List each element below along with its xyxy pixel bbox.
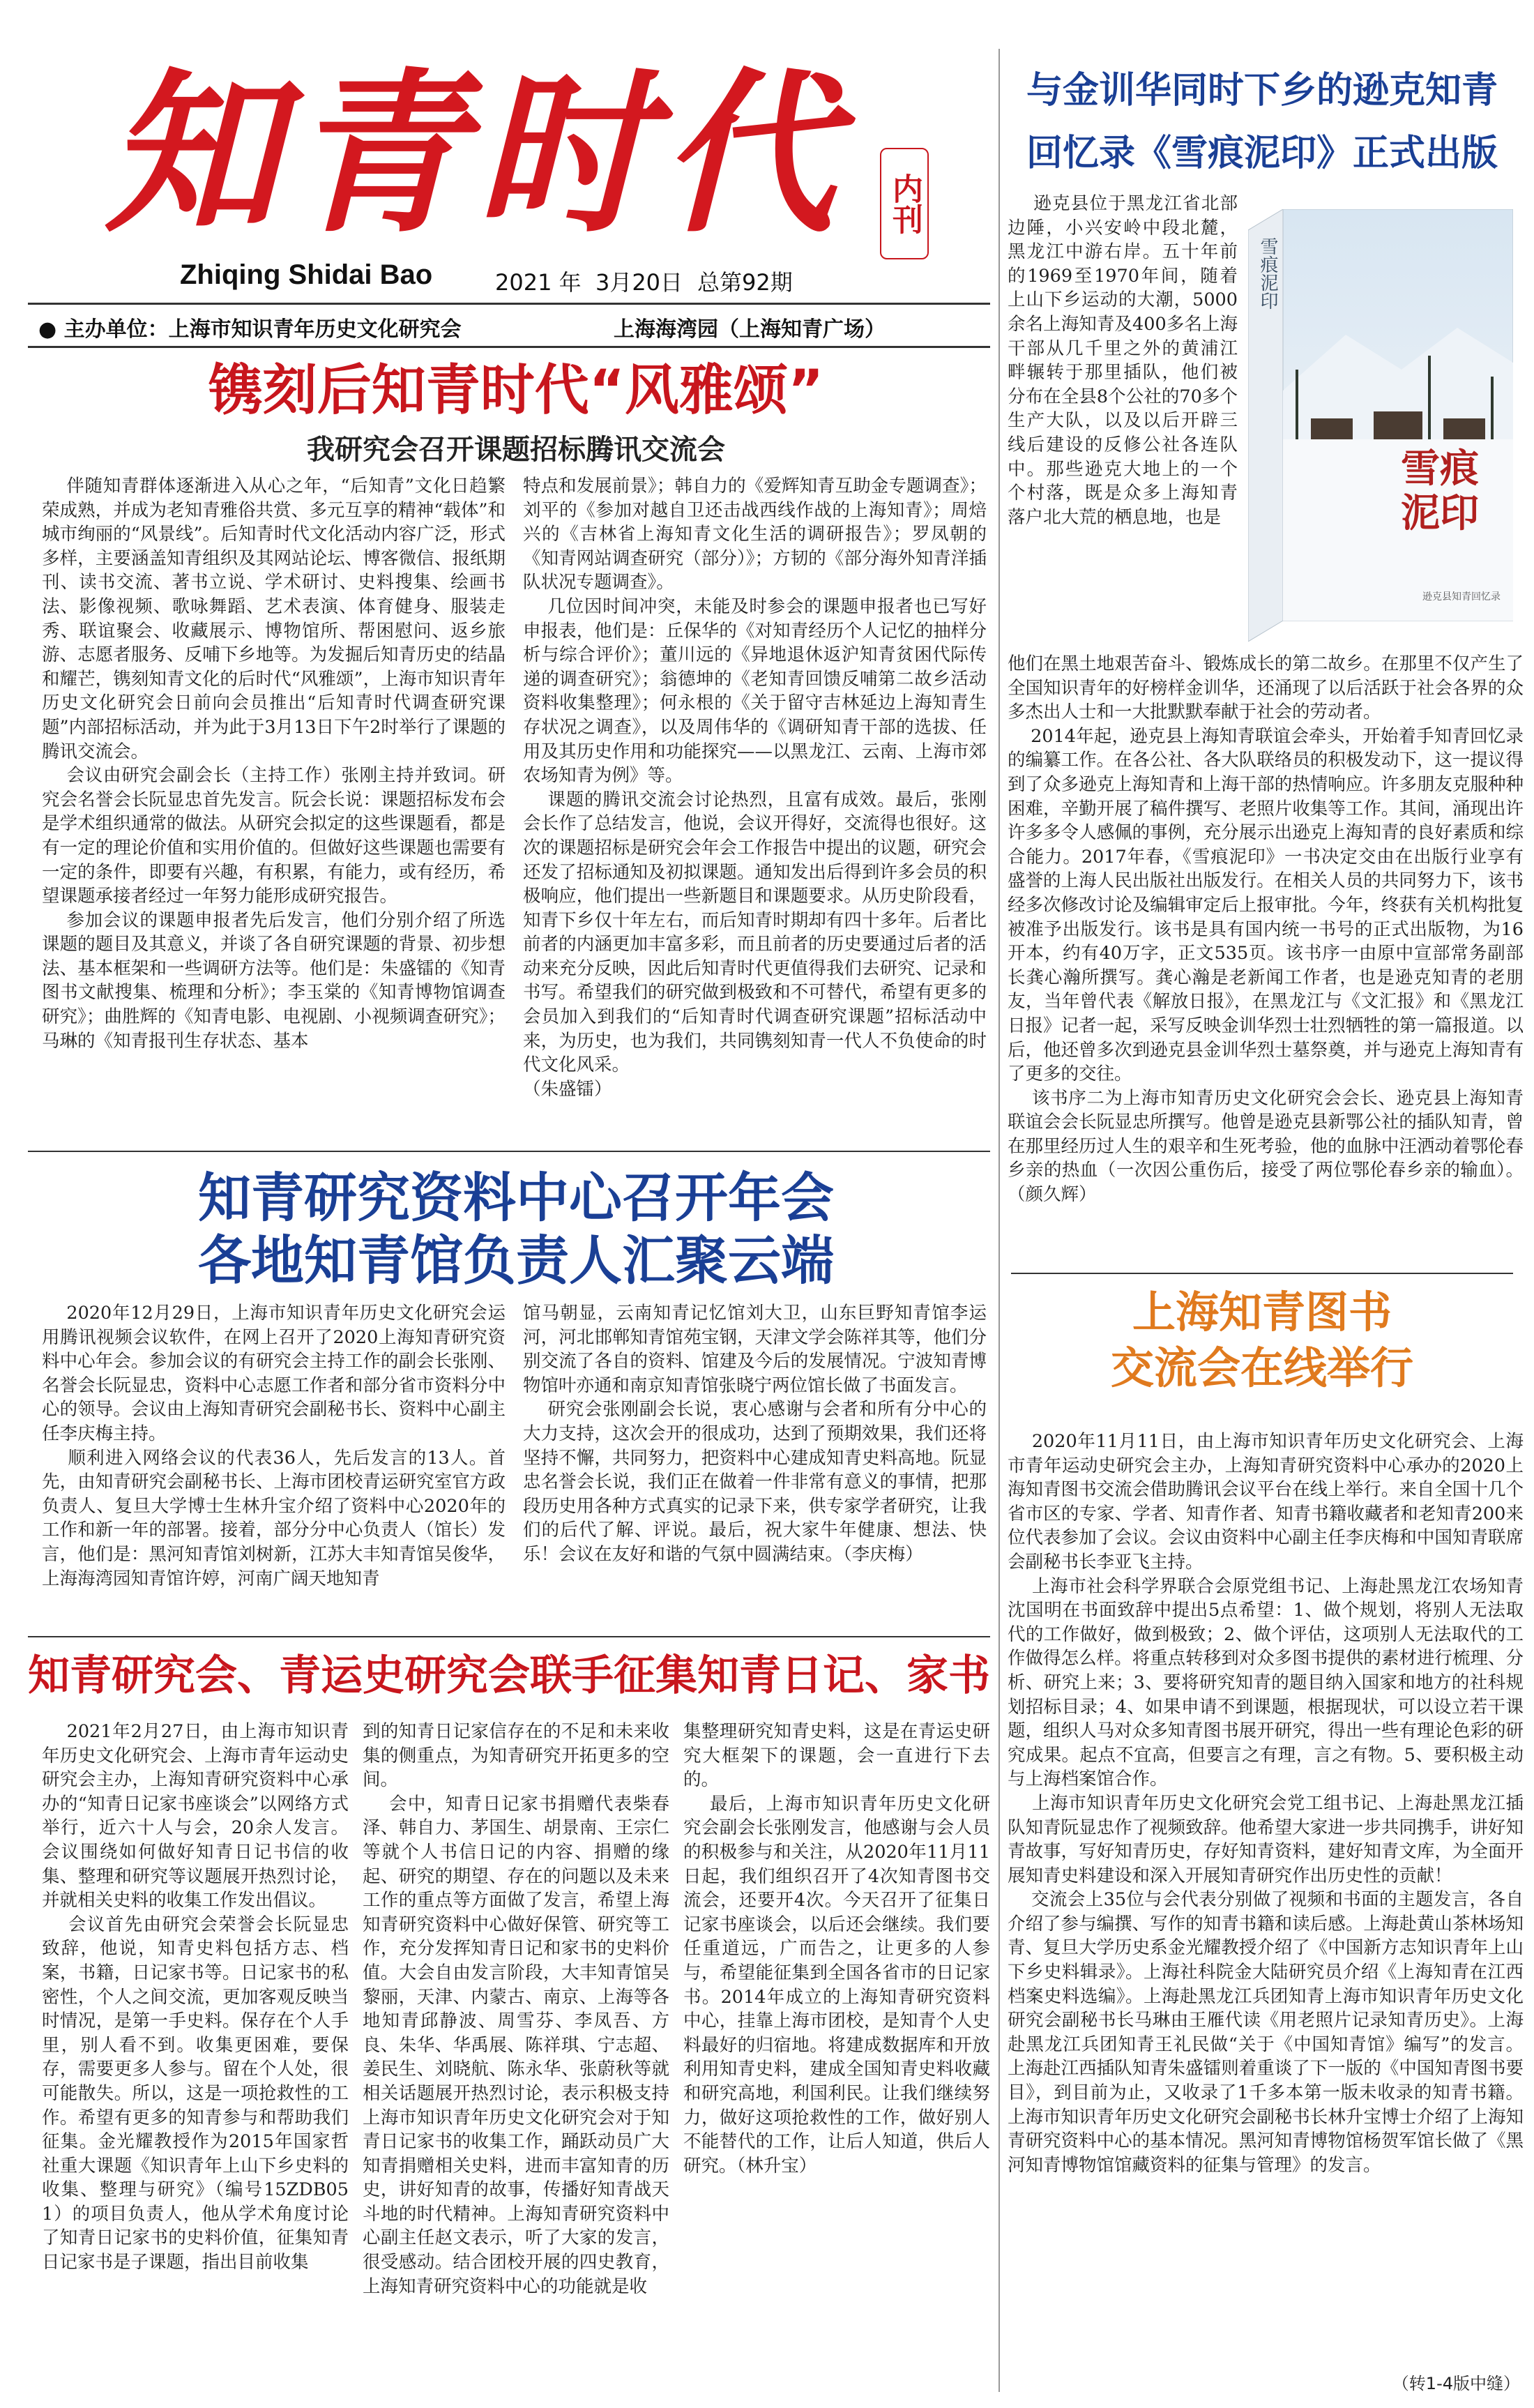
masthead-pinyin: Zhiqing Shidai Bao (180, 259, 433, 290)
article5-continuation-note: （转1-4版中缝） (1392, 2374, 1520, 2393)
column-divider (998, 49, 1000, 2392)
article5-title-line1: 上海知青图书 (1132, 1287, 1392, 1338)
location-text: 上海海湾园（上海知青广场） (614, 317, 886, 342)
article4-wide-col: 他们在黑土地艰苦奋斗、锻炼成长的第二故乡。在那里不仅产生了全国知识青年的好榜样金训华，还涌现了以后活跃于社会各界的众多杰出人士和一大批默默奉献于社会的劳动者。 2014年起，逊克县上海知青联谊会牵头，开始着手知青回忆录的编纂工作。在各公社、各大队联络员的积极发动下，这一提议得到了众多逊克上海知青和上海干部的热情响应。许多朋友克服种种困难，辛勤开展了稿件撰写、老照片收集等工作。其间，涌现出许许多多令人感佩的事例，充分展示出逊克上海知青的良好素质和综合能力。2017年春，《雪痕泥印》一书决定交由在出版行业享有盛誉的上海人民出版社出版发行。在相关人员的共同努力下，该书经多次修改讨论及编辑审定后上报审批。今年，终获有关机构批复被准予出版发行。该书是具有国内统一书号的正式出版物，为16开本，约有40万字，正文535页。该书序一由原中宣部常务副部长龚心瀚所撰写。龚心瀚是老新闻工作者，也是逊克知青的老朋友，当年曾代表《解放日报》，在黑龙江与《文汇报》和《黑龙江日报》记者一起，采写反映金训华烈士壮烈牺牲的第一篇报道。以后，他还曾多次到逊克县金训华烈士墓祭奠，并与逊克上海知青有了更多的交往。 该书序二为上海市知青历史文化研究会会长、逊克县上海知青联谊会会长阮显忠所撰写。他曾是逊克县新鄂公社的插队知青，曾在那里经历过人生的艰辛和生死考验，他的血脉中汪洒动着鄂伦春乡亲的热血（一次因公重伤后，接受了两位鄂伦春乡亲的输血）。（颜久辉） (1008, 653, 1524, 1206)
sponsor-text: ● 主办单位：上海市知识青年历史文化研究会 (38, 317, 462, 342)
article1-col2: 特点和发展前景》；韩自力的《爱辉知青互助金专题调查》；刘平的《参加对越自卫还击战西线作战的上海知青》；周焙兴的《吉林省上海知青文化生活的调研报告》；罗凤朝的《知青网站调查研究（部分）》；方韧的《部分海外知青洋插队状况专题调查》。 几位因时间冲突，未能及时参会的课题申报者也已写好申报表，他们是：丘保华的《对知青经历个人记忆的抽样分析与综合评价》；董川远的《异地退休返沪知青贫困代际传递的调查研究》；翁德坤的《老知青回馈反哺第二故乡活动资料收集整理》；何永根的《关于留守吉林延边上海知青生存状况之调查》，以及周伟华的《调研知青干部的选拔、任用及其历史作用和功能探究——以黑龙江、云南、上海市郊农场知青为例》等。 课题的腾讯交流会讨论热烈，且富有成效。最后，张刚会长作了总结发言，他说，会议开得好，交流得也很好。这次的课题招标是研究会年会工作报告中提出的议题，研究会还发了招标通知及初拟课题。通知发出后得到许多会员的积极响应，他们提出一些新题目和课题要求。从历史阶段看，知青下乡仅十年左右，而后知青时期却有四十多年。后者比前者的内涵更加丰富多彩，而且前者的历史要通过后者的活动来充分反映，因此后知青时代更值得我们去研究、记录和书写。希望我们的研究做到极致和不可替代，希望有更多的会员加入到我们的“后知青时代调查研究课题”招标活动中来，为历史，也为我们，共同镌刻知青一代人不负使命的时代文化风采。 （朱盛镭） (523, 476, 987, 1100)
masthead-bottom-rule (28, 346, 990, 348)
masthead-issue: 总第92期 (697, 269, 793, 296)
masthead-date: 2021 年 3月20日 (495, 269, 683, 296)
neikan-label: 内刊 (887, 173, 922, 234)
article4-title-line1: 与金训华同时下乡的逊克知青 (1026, 70, 1498, 112)
article2-title-line2: 各地知青馆负责人汇聚云端 (198, 1229, 834, 1292)
neikan-badge (880, 148, 929, 259)
article5-title-line2: 交流会在线举行 (1110, 1342, 1413, 1393)
article3-col2: 到的知青日记家信存在的不足和未来收集的侧重点，为知青研究开拓更多的空间。 会中，知青日记家书捐赠代表柴春泽、韩自力、茅国生、胡景南、王宗仁等就个人书信日记的内容、捐赠的缘起、研究的期望、存在的问题以及未来工作的重点等方面做了发言，希望上海知青研究资料中心做好保管、研究等工作，充分发挥知青日记和家书的史料价值。大会自由发言阶段，大丰知青馆吴黎丽，天津、内蒙古、南京、上海等各地知青邱静波、周雪芬、李凤吾、方良、朱华、华禹展、陈祥琪、宁志超、姜民生、刘晓航、陈永华、张蔚秋等就相关话题展开热烈讨论，表示积极支持上海市知识青年历史文化研究会对于知青日记家书的收集工作，踊跃动员广大知青捐赠相关史料，进而丰富知青的历史，讲好知青的故事，传播好知青战天斗地的时代精神。上海知青研究资料中心副主任赵文表示，听了大家的发言，很受感动。结合团校开展的四史教育，上海知青研究资料中心的功能就是收 (363, 1721, 669, 2297)
article2-col1: 2020年12月29日，上海市知识青年历史文化研究会运用腾讯视频会议软件，在网上召开了2020上海知青研究资料中心年会。参加会议的有研究会主持工作的副会长张刚、名誉会长阮显忠，资料中心志愿工作者和部分省市资料分中心的领导。会议由上海知青研究会副秘书长、资料中心副主任李庆梅主持。 顺利进入网络会议的代表36人，先后发言的13人。首先，由知青研究会副秘书长、上海市团校青运研究室官方政负责人、复旦大学博士生林升宝介绍了资料中心2020年的工作和新一年的部署。接着，部分分中心负责人（馆长）发言，他们是：黑河知青馆刘树新，江苏大丰知青馆吴俊华，上海海湾园知青馆许婷，河南广阔天地知青 (42, 1303, 506, 1589)
article4-title-line2: 回忆录《雪痕泥印》正式出版 (1026, 132, 1498, 174)
masthead-rule (28, 303, 990, 305)
article3-col1: 2021年2月27日，由上海市知识青年历史文化研究会、上海市青年运动史研究会主办，上海知青研究资料中心承办的“知青日记家书座谈会”以网络方式举行，近六十人与会，20余人发言。会议围绕如何做好知青日记书信的收集、整理和研究等议题展开热烈讨论，并就相关史料的收集工作发出倡议。 会议首先由研究会荣誉会长阮显忠致辞，他说，知青史料包括方志、档案，书籍，日记家书等。日记家书的私密性，个人之间交流，更加客观反映当时情况，是第一手史料。保存在个人手里，别人看不到。收集更困难，要保存，需要更多人参与。留在个人处，很可能散失。所以，这是一项抢救性的工作。希望有更多的知青参与和帮助我们征集。金光耀教授作为2015年国家哲社重大课题《知识青年上山下乡史料的收集、整理与研究》（编号15ZDB051）的项目负责人，他从学术角度讨论了知青日记家书的史料价值，征集知青日记家书是子课题，指出目前收集 (42, 1721, 349, 2273)
article4-narrow-col: 逊克县位于黑龙江省北部边陲，小兴安岭中段北麓，黑龙江中游右岸。五十年前的1969至1970年间，随着上山下乡运动的大潮，5000余名上海知青及400多名上海干部从几千里之外的黄浦江畔辗转于那里插队，他们被分布在全县8个公社的70多个生产大队，以及以后开辟三线后建设的反修公社各连队中。那些逊克大地上的一个个村落，既是众多上海知青落户北大荒的栖息地，也是 (1008, 193, 1238, 528)
article1-subtitle: 我研究会召开课题招标腾讯交流会 (307, 434, 725, 466)
book-cover-svg (1248, 209, 1513, 642)
article3-title: 知青研究会、青运史研究会联手征集知青日记、家书 (28, 1651, 990, 1700)
article5-col: 2020年11月11日，由上海市知识青年历史文化研究会、上海市青年运动史研究会主办，上海知青研究资料中心承办的2020上海知青图书交流会借助腾讯会议平台在线上举行。来自全国十几个省市区的专家、学者、知青作者、知青书籍收藏者和老知青200来位代表参加了会议。会议由资料中心副主任李庆梅和中国知青联席会副秘书长李亚飞主持。 上海市社会科学界联合会原党组书记、上海赴黑龙江农场知青沈国明在书面致辞中提出5点希望：1、做个规划，将别人无法取代的工作做好，做到极致；2、做个评估，这项别人无法取代的工作做得怎么样。将重点转移到对众多图书提供的素材进行梳理、分析、研究上来；3、要将研究知青的题目纳入国家和地方的社科规划招标目录；4、如果申请不到课题，根据现状，可以设立若干课题，组织人马对众多知青图书展开研究，得出一些有理论色彩的研究成果。起点不宜高，但要言之有理，言之有物。5、要积极主动与上海档案馆合作。 上海市知识青年历史文化研究会党工组书记、上海赴黑龙江插队知青阮显忠作了视频致辞。他希望大家进一步共同携手，讲好知青故事，写好知青历史，存好知青资料，建好知青文库，为全面开展知青史料建设和深入开展知青研究作出历史性的贡献！ 交流会上35位与会代表分别做了视频和书面的主题发言，各自介绍了参与编撰、写作的知青书籍和读后感。上海赴黄山茶林场知青、复旦大学历史系金光耀教授介绍了《中国新方志知识青年上山下乡史料辑录》。上海社科院金大陆研究员介绍《上海知青在江西档案史料选编》。上海赴黑龙江兵团知青上海市知识青年历史文化研究会副秘书长马琳由王雁代读《用老照片记录知青历史》。上海赴黑龙江兵团知青王礼民做“关于《中国知青馆》编写”的发言。上海赴江西插队知青朱盛镭则着重谈了下一版的《中国知青图书要目》，到目前为止，又收录了1千多本第一版未收录的知青书籍。上海市知识青年历史文化研究会副秘书长林升宝博士介绍了上海知青研究资料中心的基本情况。黑河知青博物馆杨贺军馆长做了《黑河知青博物馆馆藏资料的征集与管理》的发言。 (1008, 1431, 1524, 2176)
article1-col1: 伴随知青群体逐渐进入从心之年，“后知青”文化日趋繁荣成熟，并成为老知青雅俗共赏、多元互享的精神“载体”和城市绚丽的“风景线”。后知青时代文化活动内容广泛，形式多样，主要涵盖知青组织及其网站论坛、博客微信、报纸期刊、读书交流、著书立说、学术研讨、史料搜集、绘画书法、影像视频、歌咏舞蹈、艺术表演、体育健身、服装走秀、联谊聚会、收藏展示、博物馆所、帮困慰问、返乡旅游、志愿者服务、反哺下乡地等。为发掘后知青历史的结晶和耀芒，镌刻知青文化的后时代“风雅颂”，上海市知识青年历史文化研究会日前向会员推出“后知青时代调查研究课题”内部招标活动，并为此于3月13日下午2时举行了课题的腾讯交流会。 会议由研究会副会长（主持工作）张刚主持并致词。研究会名誉会长阮显忠首先发言。阮会长说：课题招标发布会是学术组织通常的做法。从研究会拟定的这些课题看，都是有一定的理论价值和实用价值的。但做好这些课题也需要有一定的条件，即要有兴趣，有积累，有能力，或有经历，希望课题承接者经过一年努力能形成研究报告。 参加会议的课题申报者先后发言，他们分别介绍了所选课题的题目及其意义，并谈了各自研究课题的背景、初步想法、基本框架和一些调研方法等。他们是：朱盛镭的《知青图书文献搜集、梳理和分析》；李玉棠的《知青博物馆调查研究》；曲胜辉的《知青电影、电视剧、小视频调查研究》；马琳的《知青报刊生存状态、基本 (42, 476, 506, 1052)
article3-col3: 集整理研究知青史料，这是在青运史研究大框架下的课题，会一直进行下去的。 最后，上海市知识青年历史文化研究会副会长张刚发言，他感谢与会人员的积极参与和关注，从2020年11月11日起，我们组织召开了4次知青图书交流会，还要开4次。今天召开了征集日记家书座谈会，以后还会继续。我们要任重道远，广而告之，让更多的人参与，希望能征集到全国各省市的日记家书。2014年成立的上海知青研究资料中心，挂靠上海市团校，是知青个人史料最好的归宿地。将建成数据库和开放利用知青史料，建成全国知青史料收藏和研究高地，利国利民。让我们继续努力，做好这项抢救性的工作，做好别人不能替代的工作，让后人知道，供后人研究。（林升宝） (683, 1721, 990, 2176)
masthead (0, 0, 990, 349)
book-cover-image (1248, 209, 1513, 642)
book-spine-title: 雪痕泥印 (1257, 237, 1278, 310)
book-cover-subtitle: 逊克县知青回忆录 (1422, 591, 1501, 603)
article4-divider (1011, 1273, 1513, 1274)
masthead-title: 知青时代 (105, 51, 846, 256)
article2-divider (28, 1636, 990, 1637)
article1-title: 镌刻后知青时代“风雅颂” (208, 359, 824, 422)
article2-title-line1: 知青研究资料中心召开年会 (198, 1167, 834, 1229)
book-cover-title: 雪痕泥印 (1401, 446, 1479, 536)
article1-divider (28, 1151, 990, 1152)
article2-col2: 馆马朝显，云南知青记忆馆刘大卫，山东巨野知青馆李运河，河北邯郸知青馆苑宝钢，天津文学会陈祥其等，他们分别交流了各自的资料、馆建及今后的发展情况。宁波知青博物馆叶亦通和南京知青馆张晓宁两位馆长做了书面发言。 研究会张刚副会长说，衷心感谢与会者和所有分中心的大力支持，这次会开的很成功，达到了预期效果，我们还将坚持不懈，共同努力，把资料中心建成知青史料高地。阮显忠名誉会长说，我们正在做着一件非常有意义的事情，把那段历史用各种方式真实的记录下来，供专家学者研究，让我们的后代了解、评说。最后，祝大家牛年健康、想法、快乐！会议在友好和谐的气氛中圆满结束。（李庆梅） (523, 1303, 987, 1565)
